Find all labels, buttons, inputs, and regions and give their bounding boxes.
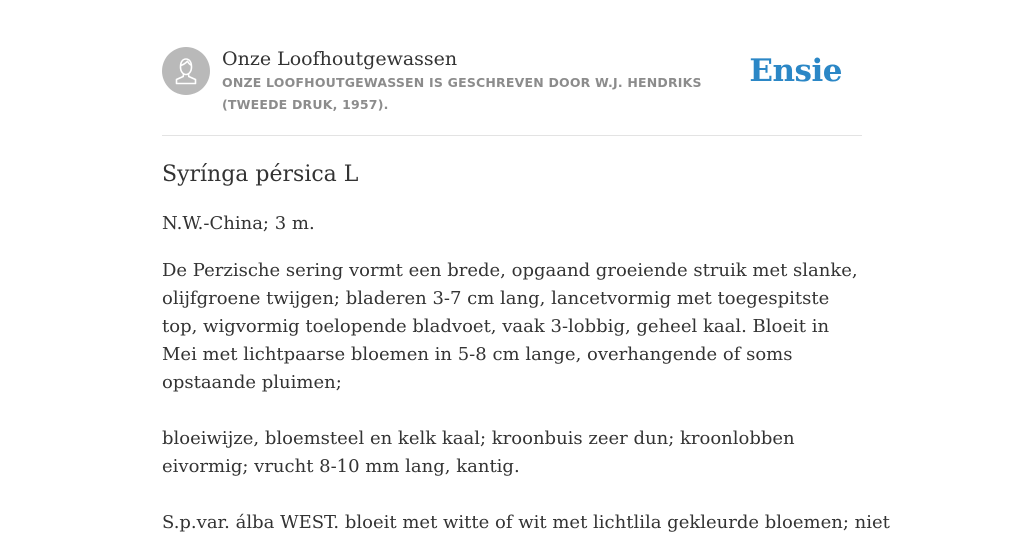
entry-paragraph: De Perzische sering vormt een brede, opgaand groeiende struik met slanke, olijfgroene twijgen; bladeren 3-7 cm lang, lancetvormig met toegespitste top, wigvormig toelopende bladvoet, vaak 3-lobbig, geheel kaal. Bloeit in Mei met lichtpaarse bloemen in 5-8 cm lange, overhangende of soms opstaande pluimen; [162, 260, 858, 393]
publication-header [162, 47, 862, 136]
entry-paragraph: bloeiwijze, bloemsteel en kelk kaal; kroonbuis zeer dun; kroonlobben eivormig; vrucht 8-10 mm lang, kantig. [162, 428, 795, 477]
entry-origin: N.W.-China; 3 m. [162, 213, 315, 234]
user-icon[interactable] [162, 47, 210, 95]
ensie-logo[interactable]: Ensie [749, 53, 842, 89]
publication-title[interactable]: Onze Loofhoutgewassen [222, 48, 458, 70]
entry-content [162, 158, 890, 537]
publication-subtitle: ONZE LOOFHOUTGEWASSEN IS GESCHREVEN DOOR W.J. HENDRIKS (TWEEDE DRUK, 1957). [222, 75, 702, 112]
entry-title: Syrínga pérsica L [162, 162, 359, 187]
entry-paragraph: S.p.var. álba WEST. bloeit met witte of wit met lichtlila gekleurde bloemen; niet [162, 512, 890, 533]
